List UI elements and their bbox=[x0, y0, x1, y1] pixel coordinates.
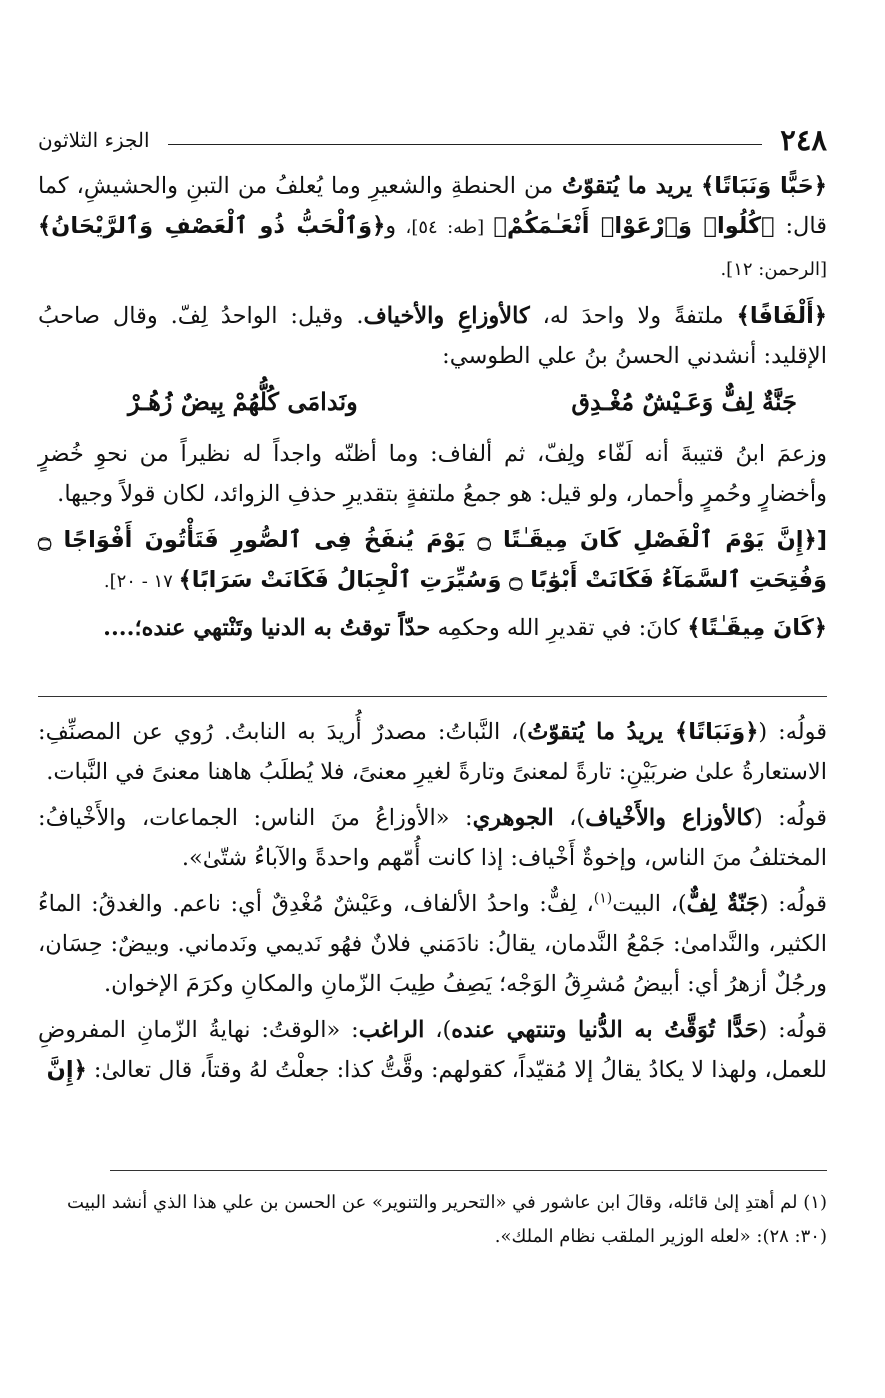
commentary-1 bbox=[38, 712, 827, 792]
main-text bbox=[38, 166, 827, 654]
poetry-verse bbox=[128, 382, 797, 422]
footnote-text: (١) لم أهتدِ إلىٰ قائله، وقالَ ابن عاشور في «التحرير والتنوير» عن الحسن بن علي هذا الذي أنشد البيت (٣٠: ٢٨): «لعله الوزير الملقب نظام الملك». bbox=[67, 1192, 827, 1247]
text-span: قولُه: ( bbox=[758, 1017, 827, 1043]
commentary-4 bbox=[38, 1010, 827, 1090]
verse-first-hemistich: جَنَّةٌ لِفٌّ وَعَـيْشٌ مُغْـدِق bbox=[571, 387, 797, 416]
text-span: من الحنطةِ والشعيرِ وما يُعلفُ من التبنِ والحشيشِ، كما قال: bbox=[38, 173, 827, 239]
text-span: . وقيل: الواحدُ لِفّ. وقال صاحبُ الإقليد: أنشدني الحسنُ بنُ علي الطوسي: bbox=[38, 303, 827, 369]
paragraph-4 bbox=[38, 520, 827, 602]
running-header bbox=[38, 122, 827, 158]
paragraph-2 bbox=[38, 296, 827, 376]
commentary-3 bbox=[38, 884, 827, 1004]
verse-second-hemistich: ونَدامَى كُلُّهُمْ بِيضٌ زُهُـرْ bbox=[128, 387, 358, 416]
bold-text: كالأوزاعِ والأخياف bbox=[363, 303, 530, 329]
bold-text: كالأوزاع والأَخْياف bbox=[585, 805, 754, 831]
quran-quote: ﴿كُلُوا۟ وَٱرْعَوْا۟ أَنْعَـٰمَكُمْ﴾ bbox=[493, 213, 775, 239]
text-span: قولُه: ( bbox=[753, 805, 828, 831]
text-span: : «الأوزاعُ منَ الناس: الجماعات، والأَخْيافُ: المختلفُ منَ الناس، وإخوةٌ أَخْياف: إذا كانت أُمّهم واحدةً والآباءُ شتّىٰ». bbox=[38, 805, 827, 871]
text-span: ، لِفٌّ: واحدُ الألفاف، وعَيْشٌ مُغْدِقٌ أي: ناعم. والغدقُ: الماءُ الكثير، والنَّدامىٰ: جَمْعُ النَّدمان، يقالُ: نادَمَني فلانٌ فهُو نَديمي ونَدماني. وبيضٌ: حِسَان، ورجُلٌ أزهرُ أي: أبيضُ مُشرِقُ الوَجْه؛ يَصِفُ طِيبَ الزّمانِ والمكانِ وكرَمَ الإخوان. bbox=[38, 891, 827, 997]
running-title: الجزء الثلاثون bbox=[38, 128, 150, 152]
text-span: وزعمَ ابنُ قتيبةَ أنه لَفّاء ولِفّ، ثم ألفاف: وما أظنّه واجداً له نظيراً من نحوِ خُضرٍ وأخضارٍ وحُمرٍ وأحمار، ولو قيل: هو جمعُ ملتفةٍ بتقديرِ حذفِ الزوائد، لكان قولاً وجيها. bbox=[38, 441, 827, 507]
bold-text: يريد ما يُتقوّتُ bbox=[553, 173, 702, 199]
commentary-text bbox=[38, 712, 827, 1096]
bold-text: الجوهري bbox=[472, 805, 554, 831]
quran-quote: ﴿إِنَّ bbox=[46, 1057, 87, 1083]
text-span: )، bbox=[424, 1017, 452, 1043]
bold-text: يريدُ ما يُتقوّتُ bbox=[527, 719, 676, 745]
text-span: )، البيت bbox=[612, 891, 687, 917]
text-span: قولُه: ( bbox=[758, 719, 828, 745]
header-rule bbox=[168, 144, 763, 145]
quran-quote: ﴿أَلْفَافًا﴾ bbox=[736, 303, 827, 329]
text-span: و bbox=[385, 213, 397, 239]
bold-text: حدّاً توقتُ به الدنيا وتَنْتهي عنده؛.... bbox=[103, 615, 431, 641]
text-span: : «الوقتُ: نهايةُ الزّمانِ المفروضِ للعمل، ولهذا لا يكادُ يقالُ إلا مُقيّداً، كقولهم: وقَّتُّ كذا: جعلْتُ لهُ وقتاً، قال تعالىٰ: bbox=[38, 1017, 827, 1083]
footnote-marker[interactable]: (١) bbox=[593, 890, 613, 907]
quran-reference: [الرحمن: ١٢]. bbox=[720, 259, 827, 280]
section-divider bbox=[38, 696, 827, 697]
quran-quote: [﴿إِنَّ يَوْمَ ٱلْفَصْلِ كَانَ مِيقَـٰتًا ۝ يَوْمَ يُنفَخُ فِى ٱلصُّورِ فَتَأْتُونَ أَفْوَاجًا ۝ وَفُتِحَتِ ٱلسَّمَآءُ فَكَانَتْ أَبْوَٰبًا ۝ وَسُيِّرَتِ ٱلْجِبَالُ فَكَانَتْ سَرَابًا﴾ bbox=[38, 527, 827, 593]
text-span: ملتفةً ولا واحدَ له، bbox=[529, 303, 737, 329]
bold-text: الراغب bbox=[358, 1017, 425, 1043]
bold-text: جَنّةٌ لِفٌّ bbox=[686, 891, 760, 917]
paragraph-1 bbox=[38, 166, 827, 290]
text-span: قولُه: ( bbox=[759, 891, 827, 917]
footnote bbox=[38, 1186, 827, 1254]
quran-quote: ﴿وَٱلْحَبُّ ذُو ٱلْعَصْفِ وَٱلرَّيْحَانُ﴾ bbox=[38, 213, 386, 239]
quran-reference: [طه: ٥٤]، bbox=[396, 217, 494, 238]
commentary-2 bbox=[38, 798, 827, 878]
quran-quote: ﴿وَنَبَاتًا﴾ bbox=[675, 719, 759, 745]
footnote-divider bbox=[110, 1170, 827, 1171]
quran-quote: ﴿حَبًّا وَنَبَاتًا﴾ bbox=[701, 173, 827, 199]
text-span: )، النَّباتُ: مصدرٌ أُريدَ به النابتُ. رُوي عن المصنِّفِ: الاستعارةُ علىٰ ضربَيْنِ: تارةً لمعنىً وتارةً لغيرِ معنىً، فلا يُطلَبُ هاهنا معنىً في النَّبات. bbox=[38, 719, 827, 785]
paragraph-5 bbox=[38, 608, 827, 648]
page-number: ٢٤٨ bbox=[780, 123, 827, 157]
paragraph-3 bbox=[38, 434, 827, 514]
quran-quote: ﴿كَانَ مِيقَـٰتًا﴾ bbox=[687, 615, 827, 641]
bold-text: حَدًّا تُوَقَّتُ به الدُّنيا وتنتهي عنده bbox=[451, 1017, 759, 1043]
text-span: )، bbox=[553, 805, 586, 831]
text-span: كانَ: في تقديرِ الله وحكمِه bbox=[430, 615, 688, 641]
quran-reference: ١٧ - ٢٠]. bbox=[103, 571, 179, 592]
